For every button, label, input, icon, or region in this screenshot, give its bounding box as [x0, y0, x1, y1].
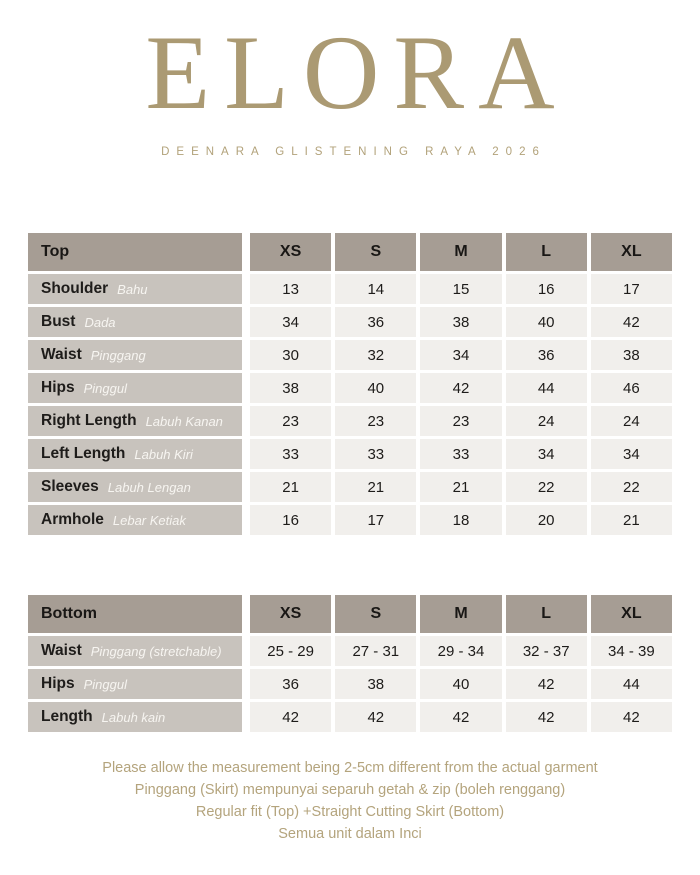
size-table-bottom: [28, 595, 672, 732]
value-cell: 40: [420, 669, 501, 699]
value-cell: 36: [506, 340, 587, 370]
value-cell: 15: [420, 274, 501, 304]
value-cell: 34: [420, 340, 501, 370]
value-cell: 25 - 29: [250, 636, 331, 666]
row-label-cell: [28, 505, 246, 535]
value-cell: 34: [591, 439, 672, 469]
row-sublabel: Labuh Kiri: [134, 446, 193, 462]
value-cell: 42: [420, 702, 501, 732]
value-cell: 34: [506, 439, 587, 469]
row-sublabel: Bahu: [117, 281, 148, 297]
row-label-cell: [28, 307, 246, 337]
value-cell: 23: [335, 406, 416, 436]
value-cell: 24: [591, 406, 672, 436]
value-cell: 44: [506, 373, 587, 403]
value-cell: 21: [335, 472, 416, 502]
value-cell: 33: [250, 439, 331, 469]
row-label: Length: [41, 708, 93, 725]
row-label-cell: [28, 669, 246, 699]
value-cell: 42: [335, 702, 416, 732]
value-cell: 17: [591, 274, 672, 304]
value-cell: 42: [591, 702, 672, 732]
value-cell: 29 - 34: [420, 636, 501, 666]
row-sublabel: Labuh kain: [101, 709, 166, 725]
size-column-header: XS: [250, 595, 331, 633]
size-column-header: S: [335, 595, 416, 633]
table-title-cell: Bottom: [28, 595, 246, 633]
size-column-header: L: [506, 595, 587, 633]
row-label-cell: [28, 406, 246, 436]
value-cell: 42: [506, 702, 587, 732]
value-cell: 40: [335, 373, 416, 403]
value-cell: 42: [250, 702, 331, 732]
row-sublabel: Pinggul: [83, 676, 127, 692]
size-column-header: M: [420, 233, 501, 271]
row-label: Sleeves: [41, 478, 99, 495]
value-cell: 34: [250, 307, 331, 337]
row-label-cell: [28, 636, 246, 666]
value-cell: 23: [420, 406, 501, 436]
size-column-header: S: [335, 233, 416, 271]
value-cell: 13: [250, 274, 331, 304]
brand-title: ELORA: [145, 14, 569, 131]
row-label-cell: [28, 439, 246, 469]
value-cell: 32: [335, 340, 416, 370]
row-label: Hips: [41, 379, 75, 396]
row-sublabel: Labuh Kanan: [145, 413, 223, 429]
row-sublabel: Pinggang: [90, 347, 146, 363]
value-cell: 22: [591, 472, 672, 502]
value-cell: 27 - 31: [335, 636, 416, 666]
value-cell: 38: [250, 373, 331, 403]
size-column-header: XS: [250, 233, 331, 271]
row-label-cell: [28, 274, 246, 304]
row-label: Waist: [41, 346, 82, 363]
value-cell: 46: [591, 373, 672, 403]
row-label: Shoulder: [41, 280, 109, 297]
value-cell: 24: [506, 406, 587, 436]
value-cell: 21: [420, 472, 501, 502]
row-label: Waist: [41, 642, 82, 659]
row-sublabel: Pinggul: [83, 380, 127, 396]
value-cell: 20: [506, 505, 587, 535]
value-cell: 33: [335, 439, 416, 469]
row-label: Right Length: [41, 412, 137, 429]
value-cell: 36: [250, 669, 331, 699]
value-cell: 32 - 37: [506, 636, 587, 666]
value-cell: 21: [250, 472, 331, 502]
row-sublabel: Lebar Ketiak: [112, 512, 186, 528]
row-label-cell: [28, 472, 246, 502]
footnote-line: Semua unit dalam Inci: [278, 826, 422, 842]
value-cell: 14: [335, 274, 416, 304]
row-label: Armhole: [41, 511, 104, 528]
value-cell: 38: [591, 340, 672, 370]
value-cell: 34 - 39: [591, 636, 672, 666]
value-cell: 23: [250, 406, 331, 436]
row-sublabel: Dada: [84, 314, 116, 330]
value-cell: 36: [335, 307, 416, 337]
size-table-top: [28, 233, 672, 535]
row-sublabel: Labuh Lengan: [107, 479, 191, 495]
row-label: Bust: [41, 313, 76, 330]
row-label: Left Length: [41, 445, 126, 462]
value-cell: 38: [335, 669, 416, 699]
value-cell: 17: [335, 505, 416, 535]
footnote-line: Pinggang (Skirt) mempunyai separuh getah & zip (boleh renggang): [134, 782, 566, 798]
size-column-header: XL: [591, 595, 672, 633]
value-cell: 18: [420, 505, 501, 535]
size-column-header: M: [420, 595, 501, 633]
value-cell: 42: [420, 373, 501, 403]
value-cell: 21: [591, 505, 672, 535]
footnote-line: Regular fit (Top) +Straight Cutting Skirt (Bottom): [195, 804, 505, 820]
footnotes: [0, 757, 700, 845]
value-cell: 16: [506, 274, 587, 304]
value-cell: 42: [506, 669, 587, 699]
size-column-header: L: [506, 233, 587, 271]
footnote-line: Please allow the measurement being 2-5cm different from the actual garment: [102, 760, 598, 776]
size-column-header: XL: [591, 233, 672, 271]
row-label-cell: [28, 373, 246, 403]
row-label-cell: [28, 702, 246, 732]
value-cell: 38: [420, 307, 501, 337]
row-label: Hips: [41, 675, 75, 692]
value-cell: 33: [420, 439, 501, 469]
value-cell: 16: [250, 505, 331, 535]
value-cell: 42: [591, 307, 672, 337]
value-cell: 22: [506, 472, 587, 502]
row-label-cell: [28, 340, 246, 370]
table-title-cell: Top: [28, 233, 246, 271]
row-sublabel: Pinggang (stretchable): [90, 643, 222, 659]
value-cell: 30: [250, 340, 331, 370]
value-cell: 40: [506, 307, 587, 337]
value-cell: 44: [591, 669, 672, 699]
brand-subtitle: DEENARA GLISTENING RAYA 2026: [161, 146, 546, 158]
